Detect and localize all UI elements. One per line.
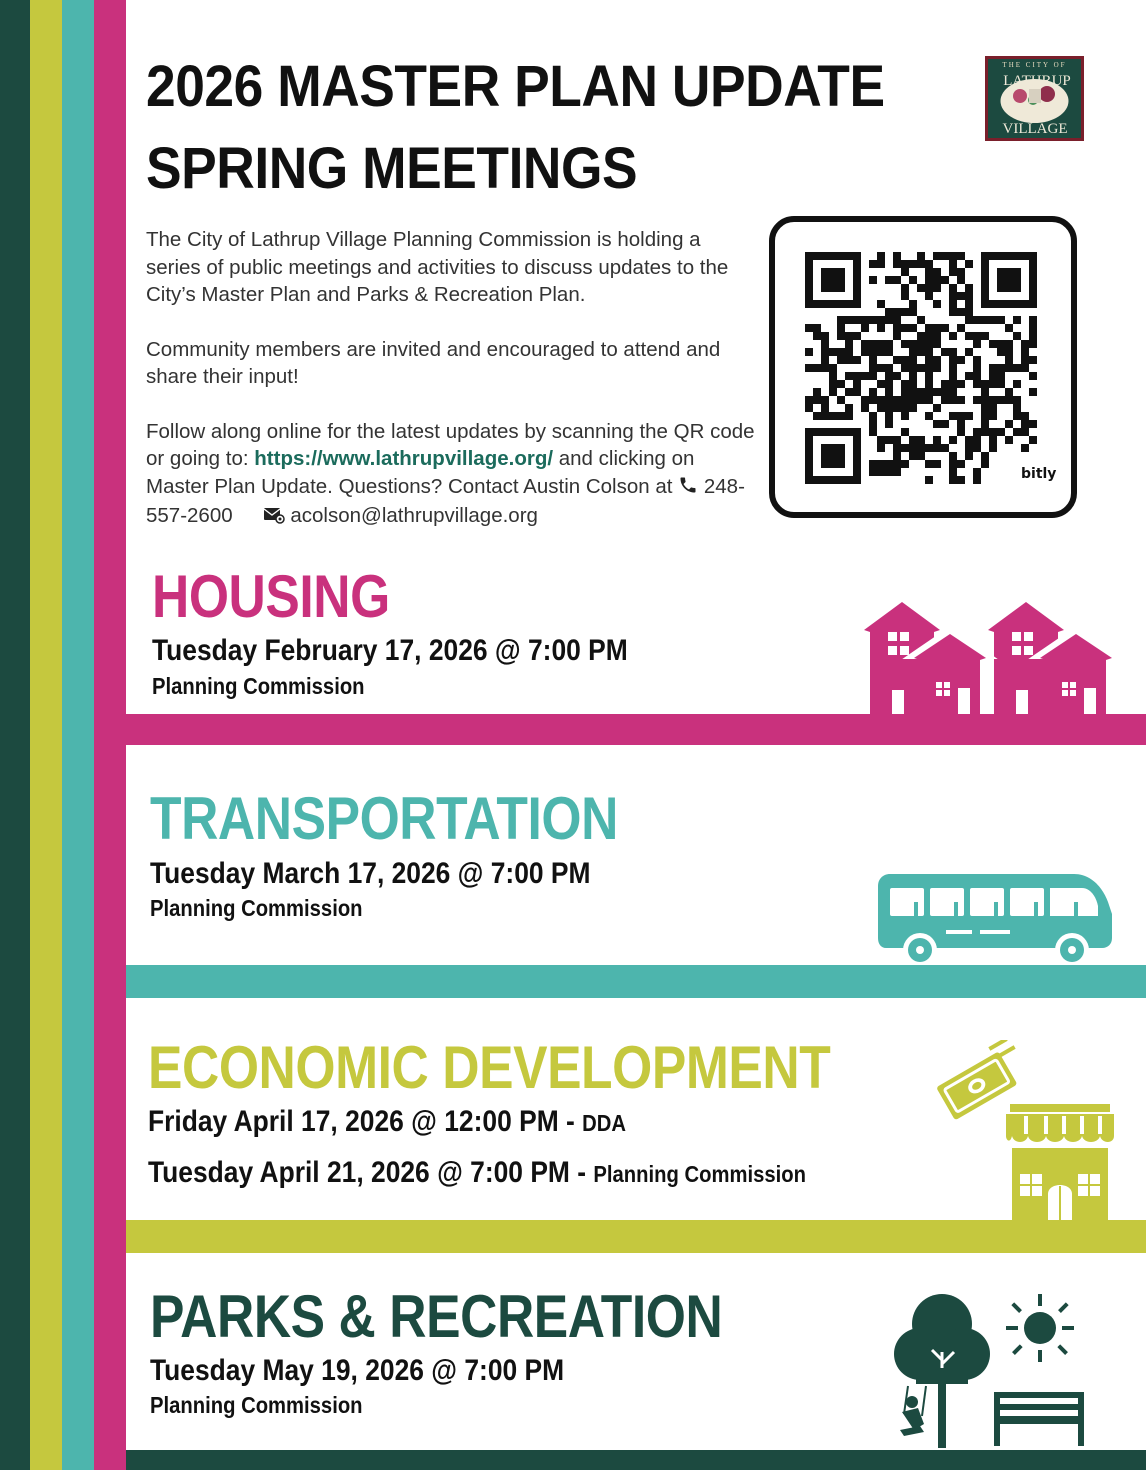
parks-date: Tuesday May 19, 2026 @ 7:00 PM [150,1354,565,1387]
intro-text [146,226,756,559]
intro-paragraph-3 [146,418,756,532]
logo-name-line-2: VILLAGE [1002,121,1068,137]
parks-sub: Planning Commission [150,1392,363,1418]
phone-number[interactable]: 248-557-2600 [146,474,745,527]
intro-paragraph-1: The City of Lathrup Village Planning Commission is holding a series of public meetings and activities to discuss updates to the City’s Master Plan and Parks & Recreation Plan. [146,228,729,306]
website-link[interactable]: https://www.lathrupvillage.org/ [254,447,554,470]
housing-title: HOUSING [152,563,390,630]
transportation-band [126,965,1146,998]
economic-date-2-text: Tuesday April 21, 2026 @ 7:00 PM [148,1156,570,1189]
stripe-dark-green [0,0,30,1470]
economic-date-1-text: Friday April 17, 2026 @ 12:00 PM [148,1105,559,1138]
intro-text-segment-2: and clicking on Master Plan Update. Questions? Contact Austin Colson at [146,447,695,498]
email-icon [263,504,285,532]
bitly-badge: bitly [1021,466,1057,482]
transportation-sub: Planning Commission [150,895,363,921]
park-icon [890,1290,1090,1450]
economic-title: ECONOMIC DEVELOPMENT [148,1034,831,1101]
storefront-icon [1004,1102,1116,1222]
page-title [146,46,885,210]
housing-sub: Planning Commission [152,673,365,699]
economic-date-1-body: DDA [582,1110,627,1136]
transportation-date: Tuesday March 17, 2026 @ 7:00 PM [150,857,591,890]
economic-date-2-body: Planning Commission [593,1161,806,1187]
transportation-title: TRANSPORTATION [150,785,618,852]
houses-icon [862,598,1118,716]
bus-icon [876,872,1116,968]
logo-top-text: THE CITY OF [1002,61,1067,69]
stripe-pink [94,0,126,1470]
email-address[interactable]: acolson@lathrupvillage.org [290,504,538,527]
parks-band [126,1450,1146,1470]
housing-date: Tuesday February 17, 2026 @ 7:00 PM [152,634,628,667]
housing-band [126,714,1146,745]
intro-text-segment: Follow along online for the latest updates by scanning the QR code or going to: [146,419,755,470]
economic-band [126,1220,1146,1253]
qr-code[interactable] [769,216,1077,518]
economic-date-2-sep: - [569,1156,594,1189]
logo-name-line-1: LATHRUP [1003,73,1071,89]
economic-date-2 [148,1155,806,1192]
economic-date-1 [148,1104,626,1141]
city-logo [985,56,1084,141]
stripe-teal [62,0,94,1470]
intro-paragraph-2: Community members are invited and encouraged to attend and share their input! [146,337,721,388]
phone-icon [678,475,698,503]
stripe-lime [30,0,62,1470]
economic-date-1-sep: - [558,1105,583,1138]
title-line-1: 2026 MASTER PLAN UPDATE [146,54,885,119]
parks-title: PARKS & RECREATION [150,1283,723,1350]
title-line-2: SPRING MEETINGS [146,136,638,201]
